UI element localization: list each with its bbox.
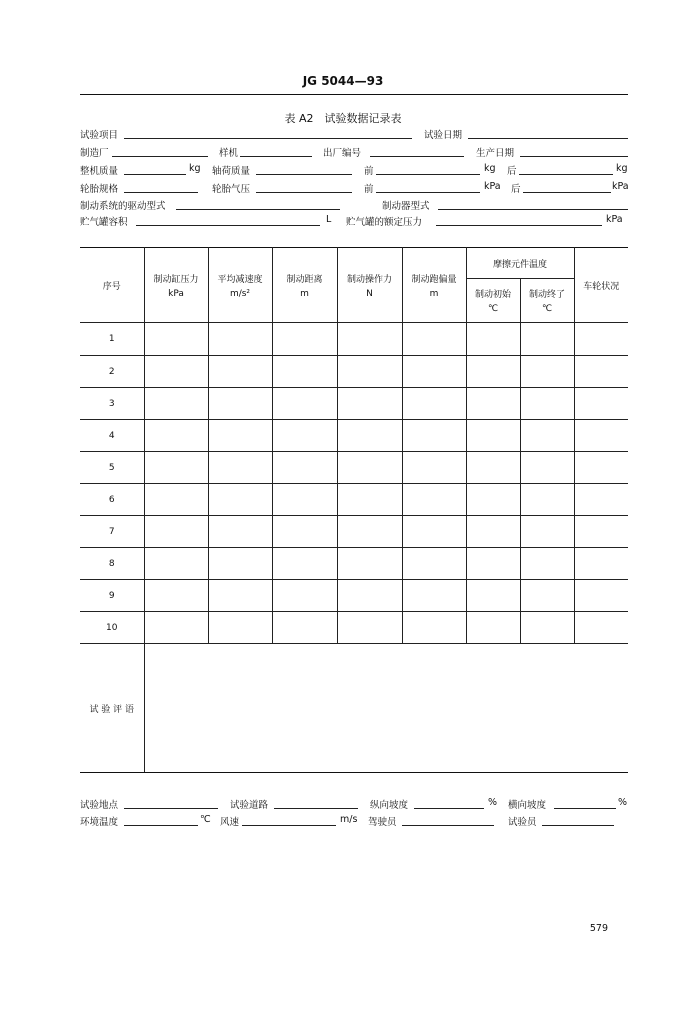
table-cell[interactable] <box>272 323 337 356</box>
long-slope-unit: % <box>488 797 498 808</box>
table-cell[interactable] <box>272 484 337 516</box>
axle-front-field[interactable] <box>376 162 480 175</box>
table-cell[interactable] <box>466 516 520 548</box>
row-number: 10 <box>80 612 144 644</box>
table-cell[interactable] <box>520 323 574 356</box>
table-cell[interactable] <box>272 516 337 548</box>
test-date-label: 试验日期 <box>424 130 463 141</box>
table-cell[interactable] <box>402 356 466 388</box>
table-cell[interactable] <box>402 548 466 580</box>
table-cell[interactable] <box>402 323 466 356</box>
table-cell[interactable] <box>272 452 337 484</box>
table-cell[interactable] <box>208 580 272 612</box>
cross-slope-label: 横向坡度 <box>508 800 547 811</box>
table-cell[interactable] <box>402 420 466 452</box>
machine-mass-unit: kg <box>189 163 201 174</box>
avg-decel-header: 平均减速度 m/s² <box>208 248 272 323</box>
brake-drive-label: 制动系统的驱动型式 <box>80 201 166 212</box>
axle-rear-unit: kg <box>616 163 628 174</box>
factory-number-label: 出厂编号 <box>323 148 362 159</box>
brake-drive-field[interactable] <box>176 197 340 210</box>
table-cell[interactable] <box>208 356 272 388</box>
env-temp-unit: ℃ <box>200 814 211 825</box>
table-cell[interactable] <box>337 484 402 516</box>
table-cell[interactable] <box>520 452 574 484</box>
table-cell[interactable] <box>337 548 402 580</box>
tire-spec-label: 轮胎规格 <box>80 184 119 195</box>
table-cell[interactable] <box>466 612 520 644</box>
prototype-label: 样机 <box>219 148 239 159</box>
remarks-field[interactable] <box>144 644 628 773</box>
table-cell[interactable] <box>574 356 628 388</box>
table-cell[interactable] <box>272 580 337 612</box>
brake-distance-header: 制动距离 m <box>272 248 337 323</box>
road-label: 试验道路 <box>230 800 269 811</box>
test-date-field[interactable] <box>468 126 628 139</box>
table-cell[interactable] <box>466 388 520 420</box>
table-cell[interactable] <box>144 420 208 452</box>
remarks-label: 试 验 评 语 <box>80 644 144 773</box>
table-cell[interactable] <box>574 516 628 548</box>
test-item-field[interactable] <box>124 126 412 139</box>
table-cell[interactable] <box>466 420 520 452</box>
wind-speed-unit: m/s <box>340 814 358 825</box>
table-cell[interactable] <box>337 580 402 612</box>
table-cell[interactable] <box>337 452 402 484</box>
table-cell[interactable] <box>520 580 574 612</box>
standard-code: JG 5044—93 <box>302 74 384 88</box>
table-cell[interactable] <box>466 484 520 516</box>
table-cell[interactable] <box>144 516 208 548</box>
table-cell[interactable] <box>402 612 466 644</box>
table-row <box>80 548 628 580</box>
table-cell[interactable] <box>466 323 520 356</box>
row-number: 5 <box>80 452 144 484</box>
table-cell[interactable] <box>144 452 208 484</box>
cyl-pressure-header: 制动缸压力 kPa <box>144 248 208 323</box>
tester-label: 试验员 <box>508 817 537 828</box>
table-cell[interactable] <box>337 388 402 420</box>
env-temp-field[interactable] <box>124 813 198 826</box>
table-cell[interactable] <box>402 388 466 420</box>
table-cell[interactable] <box>466 356 520 388</box>
table-cell[interactable] <box>574 452 628 484</box>
table-cell[interactable] <box>520 548 574 580</box>
seq-header: 序号 <box>80 248 144 323</box>
long-slope-field[interactable] <box>414 796 484 809</box>
table-cell[interactable] <box>208 548 272 580</box>
cross-slope-field[interactable] <box>554 796 616 809</box>
temp-start-header: 制动初始 ℃ <box>466 279 520 323</box>
table-cell[interactable] <box>574 612 628 644</box>
row-number: 3 <box>80 388 144 420</box>
tire-pressure-field[interactable] <box>256 180 352 193</box>
table-cell[interactable] <box>520 388 574 420</box>
table-cell[interactable] <box>574 548 628 580</box>
table-cell[interactable] <box>402 580 466 612</box>
table-row <box>80 484 628 516</box>
table-cell[interactable] <box>466 548 520 580</box>
table-cell[interactable] <box>208 612 272 644</box>
table-cell[interactable] <box>208 420 272 452</box>
operating-force-header: 制动操作力 N <box>337 248 402 323</box>
table-cell[interactable] <box>337 516 402 548</box>
table-cell[interactable] <box>574 420 628 452</box>
env-temp-label: 环境温度 <box>80 817 119 828</box>
road-field[interactable] <box>274 796 358 809</box>
tank-volume-label: 贮气罐容积 <box>80 217 128 228</box>
row-number: 2 <box>80 356 144 388</box>
axle-front-label: 前 <box>364 166 374 177</box>
tire-rear-unit: kPa <box>612 181 629 192</box>
production-date-field[interactable] <box>520 144 628 157</box>
table-row <box>80 323 628 356</box>
table-cell[interactable] <box>337 420 402 452</box>
axle-front-unit: kg <box>484 163 496 174</box>
table-cell[interactable] <box>144 356 208 388</box>
tank-pressure-unit: kPa <box>606 214 623 225</box>
tester-field[interactable] <box>542 813 614 826</box>
test-item-label: 试验项目 <box>80 130 119 141</box>
manufacturer-field[interactable] <box>112 144 208 157</box>
table-cell[interactable] <box>402 452 466 484</box>
table-cell[interactable] <box>272 356 337 388</box>
axle-load-field[interactable] <box>256 162 352 175</box>
deviation-header: 制动跑偏量 m <box>402 248 466 323</box>
table-cell[interactable] <box>208 388 272 420</box>
table-row <box>80 420 628 452</box>
brake-type-label: 制动器型式 <box>382 201 430 212</box>
prototype-field[interactable] <box>240 144 312 157</box>
table-cell[interactable] <box>144 548 208 580</box>
table-cell[interactable] <box>520 484 574 516</box>
table-cell[interactable] <box>402 484 466 516</box>
table-cell[interactable] <box>402 516 466 548</box>
tire-front-field[interactable] <box>376 180 480 193</box>
table-header-row <box>80 248 628 279</box>
table-cell[interactable] <box>574 323 628 356</box>
wind-speed-label: 风速 <box>220 817 240 828</box>
table-cell[interactable] <box>520 612 574 644</box>
table-cell[interactable] <box>466 580 520 612</box>
driver-field[interactable] <box>402 813 494 826</box>
table-cell[interactable] <box>337 323 402 356</box>
location-label: 试验地点 <box>80 800 119 811</box>
table-cell[interactable] <box>466 452 520 484</box>
long-slope-label: 纵向坡度 <box>370 800 409 811</box>
header-rule <box>80 94 628 95</box>
row-number: 1 <box>80 323 144 356</box>
table-cell[interactable] <box>272 420 337 452</box>
row-number: 7 <box>80 516 144 548</box>
axle-rear-label: 后 <box>507 166 517 177</box>
brake-type-field[interactable] <box>438 197 628 210</box>
tire-spec-field[interactable] <box>124 180 198 193</box>
table-cell[interactable] <box>520 516 574 548</box>
tire-pressure-label: 轮胎气压 <box>212 184 251 195</box>
tire-rear-field[interactable] <box>523 180 611 193</box>
table-cell[interactable] <box>144 612 208 644</box>
row-number: 8 <box>80 548 144 580</box>
axle-load-label: 轴荷质量 <box>212 166 251 177</box>
cross-slope-unit: % <box>618 797 628 808</box>
machine-mass-field[interactable] <box>124 162 186 175</box>
production-date-label: 生产日期 <box>476 148 515 159</box>
friction-temp-header: 摩擦元件温度 <box>466 248 574 279</box>
tank-volume-field[interactable] <box>136 213 320 226</box>
machine-mass-label: 整机质量 <box>80 166 119 177</box>
page-number: 579 <box>589 923 608 934</box>
table-cell[interactable] <box>574 388 628 420</box>
factory-number-field[interactable] <box>370 144 464 157</box>
table-cell[interactable] <box>520 356 574 388</box>
table-row <box>80 580 628 612</box>
table-row <box>80 452 628 484</box>
row-number: 9 <box>80 580 144 612</box>
temp-end-header: 制动终了 ℃ <box>520 279 574 323</box>
table-row <box>80 388 628 420</box>
location-field[interactable] <box>124 796 218 809</box>
table-cell[interactable] <box>272 612 337 644</box>
tire-rear-label: 后 <box>511 184 521 195</box>
table-cell[interactable] <box>208 516 272 548</box>
table-cell[interactable] <box>574 484 628 516</box>
table-cell[interactable] <box>574 580 628 612</box>
tank-volume-unit: L <box>326 214 332 225</box>
table-cell[interactable] <box>272 548 337 580</box>
table-row <box>80 356 628 388</box>
table-row <box>80 516 628 548</box>
wind-speed-field[interactable] <box>242 813 336 826</box>
table-cell[interactable] <box>144 580 208 612</box>
table-row <box>80 612 628 644</box>
row-number: 6 <box>80 484 144 516</box>
tire-front-unit: kPa <box>484 181 501 192</box>
remarks-row <box>80 644 628 773</box>
tire-front-label: 前 <box>364 184 374 195</box>
axle-rear-field[interactable] <box>519 162 613 175</box>
driver-label: 驾驶员 <box>368 817 397 828</box>
table-cell[interactable] <box>208 484 272 516</box>
table-cell[interactable] <box>208 323 272 356</box>
table-cell[interactable] <box>144 388 208 420</box>
table-cell[interactable] <box>272 388 337 420</box>
tank-pressure-field[interactable] <box>436 213 602 226</box>
record-table <box>80 247 628 773</box>
table-cell[interactable] <box>520 420 574 452</box>
manufacturer-label: 制造厂 <box>80 148 109 159</box>
row-number: 4 <box>80 420 144 452</box>
table-cell[interactable] <box>337 356 402 388</box>
tank-pressure-label: 贮气罐的额定压力 <box>346 217 423 228</box>
table-title: 表 A2 试验数据记录表 <box>284 112 402 125</box>
wheel-status-header: 车轮状况 <box>574 248 628 323</box>
table-cell[interactable] <box>337 612 402 644</box>
table-cell[interactable] <box>144 484 208 516</box>
table-cell[interactable] <box>208 452 272 484</box>
table-cell[interactable] <box>144 323 208 356</box>
